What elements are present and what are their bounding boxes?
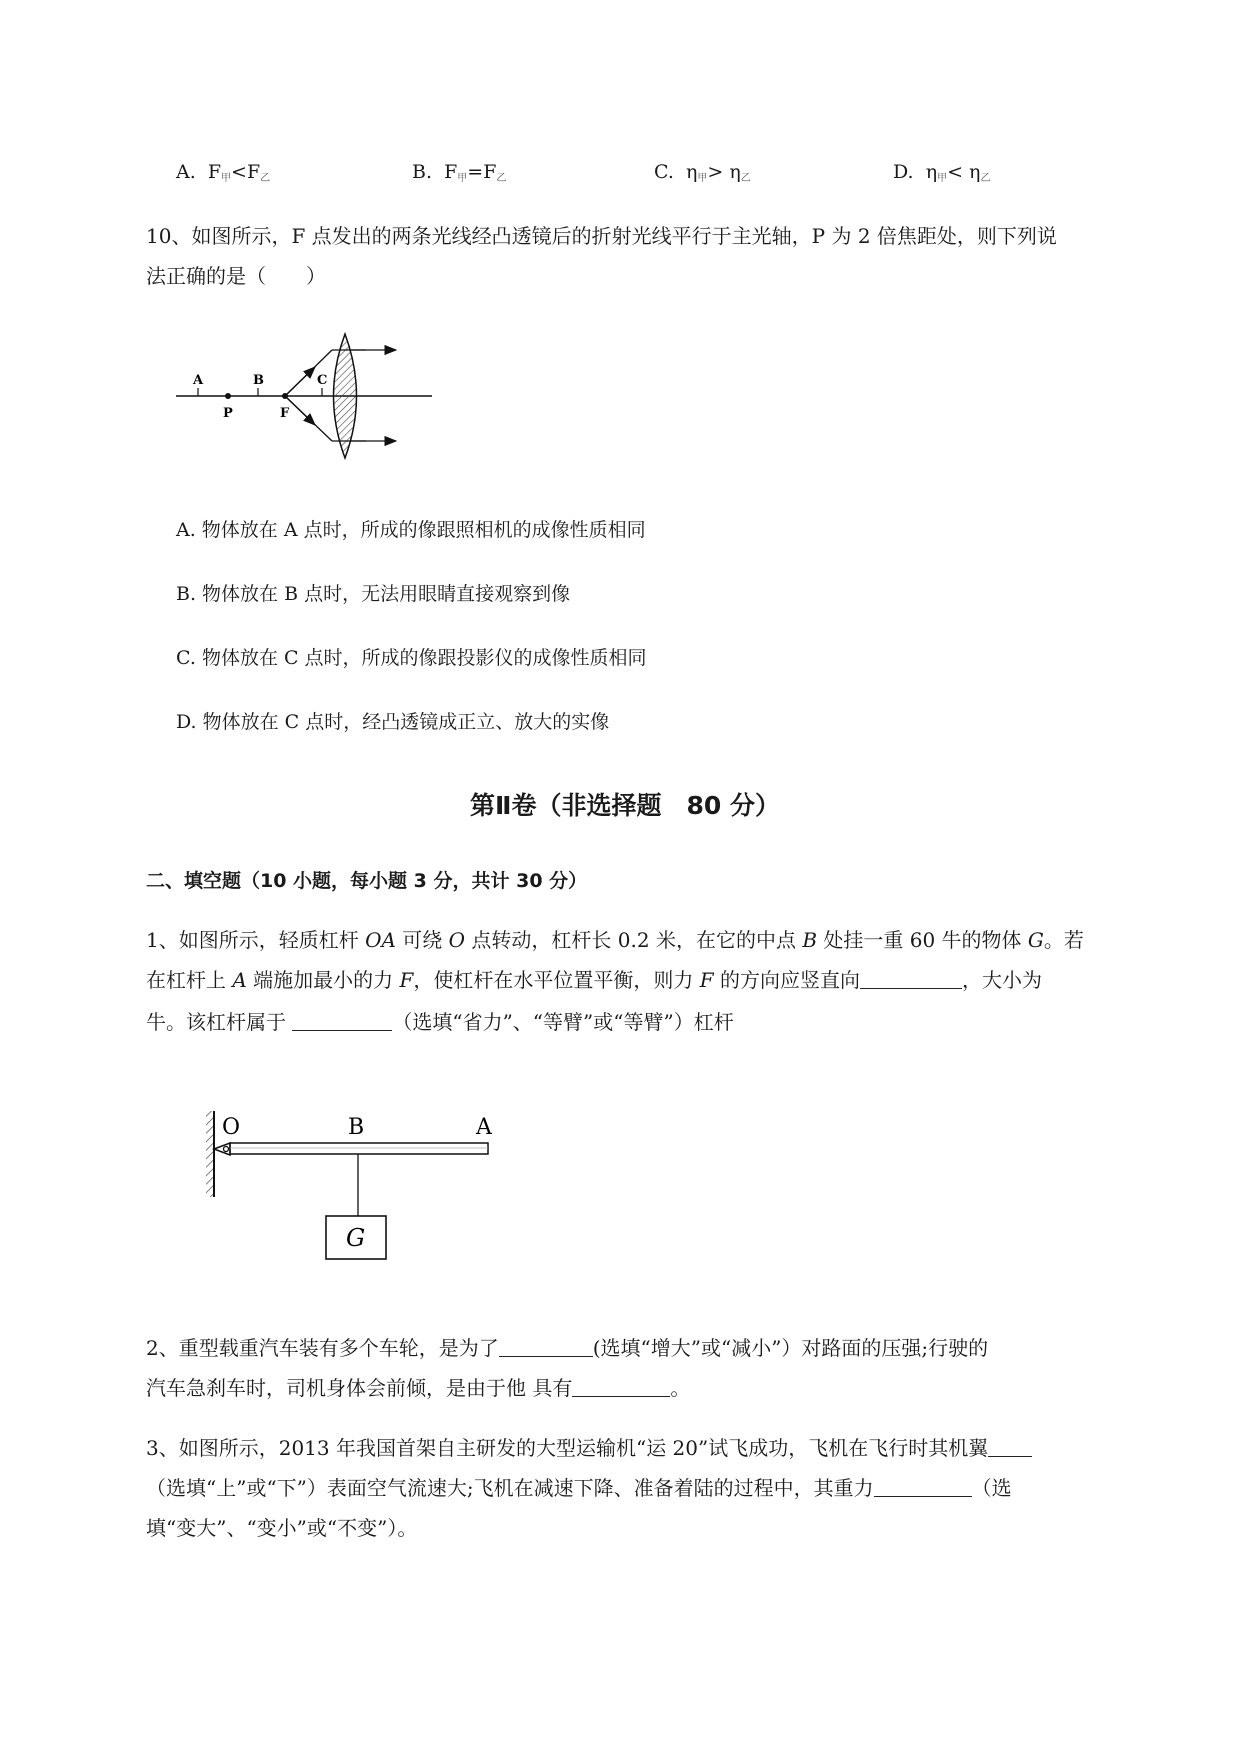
fq2-blank-2[interactable] bbox=[572, 1378, 670, 1397]
lens-diagram bbox=[170, 320, 440, 460]
section2-title: 二、填空题（10 小题，每小题 3 分，共计 30 分） bbox=[146, 870, 588, 892]
fq3-line2: （选填“上”或“下”）表面空气流速大;飞机在减速下降、准备着陆的过程中，其重力 （选 bbox=[146, 1476, 1012, 1500]
label-f: F bbox=[280, 406, 290, 421]
fq2-line2: 汽车急刹车时，司机身体会前倾，是由于他 具有 。 bbox=[146, 1376, 691, 1400]
lever-bar bbox=[230, 1143, 488, 1154]
fq1-blank-type[interactable] bbox=[292, 1012, 392, 1031]
fq1-line1: 1、如图所示，轻质杠杆 OA 可绕 O 点转动，杠杆长 0.2 米，在它的中点 B 处挂一重 60 牛的物体 G。若 bbox=[146, 928, 1084, 952]
q10-option-c: C. 物体放在 C 点时，所成的像跟投影仪的成像性质相同 bbox=[176, 647, 647, 669]
fq2-line1: 2、重型载重汽车装有多个车轮，是为了 (选填“增大”或“减小”）对路面的压强;行驶的 bbox=[146, 1336, 989, 1360]
label-p: P bbox=[223, 406, 233, 421]
q10-stem-line1: 10、如图所示，F 点发出的两条光线经凸透镜后的折射光线平行于主光轴，P 为 2 倍焦距处，则下列说 bbox=[146, 224, 1057, 248]
ray-lower-mid-arrow bbox=[285, 396, 315, 425]
lever-diagram bbox=[200, 1105, 510, 1270]
fq1-line3: 牛。该杠杆属于 （选填“省力”、“等臂”或“等臂”）杠杆 bbox=[146, 1010, 734, 1034]
q9-option-b: B. $F_甲=F_乙$ bbox=[412, 161, 507, 184]
q10-option-a: A. 物体放在 A 点时，所成的像跟照相机的成像性质相同 bbox=[176, 519, 646, 541]
label-g: G bbox=[346, 1224, 366, 1252]
fq3-blank-2[interactable] bbox=[874, 1478, 972, 1497]
fq1-blank-direction[interactable] bbox=[860, 970, 962, 989]
fq3-line1: 3、如图所示，2013 年我国首架自主研发的大型运输机“运 20”试飞成功，飞机在飞行时其机翼 bbox=[146, 1436, 1032, 1460]
label-o: O bbox=[222, 1115, 241, 1140]
q10-option-d: D. 物体放在 C 点时，经凸透镜成正立、放大的实像 bbox=[176, 711, 610, 733]
fq1-line2: 在杠杆上 A 端施加最小的力 F，使杠杆在水平位置平衡，则力 F 的方向应竖直向 ，大小为 bbox=[146, 968, 1043, 992]
label-b: B bbox=[253, 373, 264, 388]
wall bbox=[206, 1111, 214, 1197]
convex-lens bbox=[334, 334, 357, 458]
q9-option-d: D. $\eta_甲< \eta_乙$ bbox=[893, 161, 991, 184]
q9-option-c: C. $\eta_甲> \eta_乙$ bbox=[654, 161, 751, 184]
fq2-blank-1[interactable] bbox=[499, 1338, 593, 1357]
label-b: B bbox=[348, 1115, 365, 1140]
fq3-line3: 填“变大”、“变小”或“不变”）。 bbox=[146, 1516, 418, 1540]
fq3-blank-1[interactable] bbox=[988, 1438, 1032, 1457]
pivot-hinge bbox=[214, 1143, 230, 1155]
part2-title: 第Ⅱ卷（非选择题 80 分） bbox=[470, 791, 780, 820]
q9-option-a: A. $F_甲<F_乙$ bbox=[176, 161, 271, 184]
label-a: A bbox=[476, 1115, 492, 1140]
ray-upper-mid-arrow bbox=[285, 367, 315, 396]
pivot-pin bbox=[224, 1147, 229, 1152]
q10-option-b: B. 物体放在 B 点时，无法用眼睛直接观察到像 bbox=[176, 583, 571, 605]
label-c: C bbox=[317, 373, 328, 388]
q10-stem-line2: 法正确的是（ ） bbox=[146, 264, 326, 288]
label-a: A bbox=[193, 373, 204, 388]
point-p bbox=[225, 393, 231, 399]
